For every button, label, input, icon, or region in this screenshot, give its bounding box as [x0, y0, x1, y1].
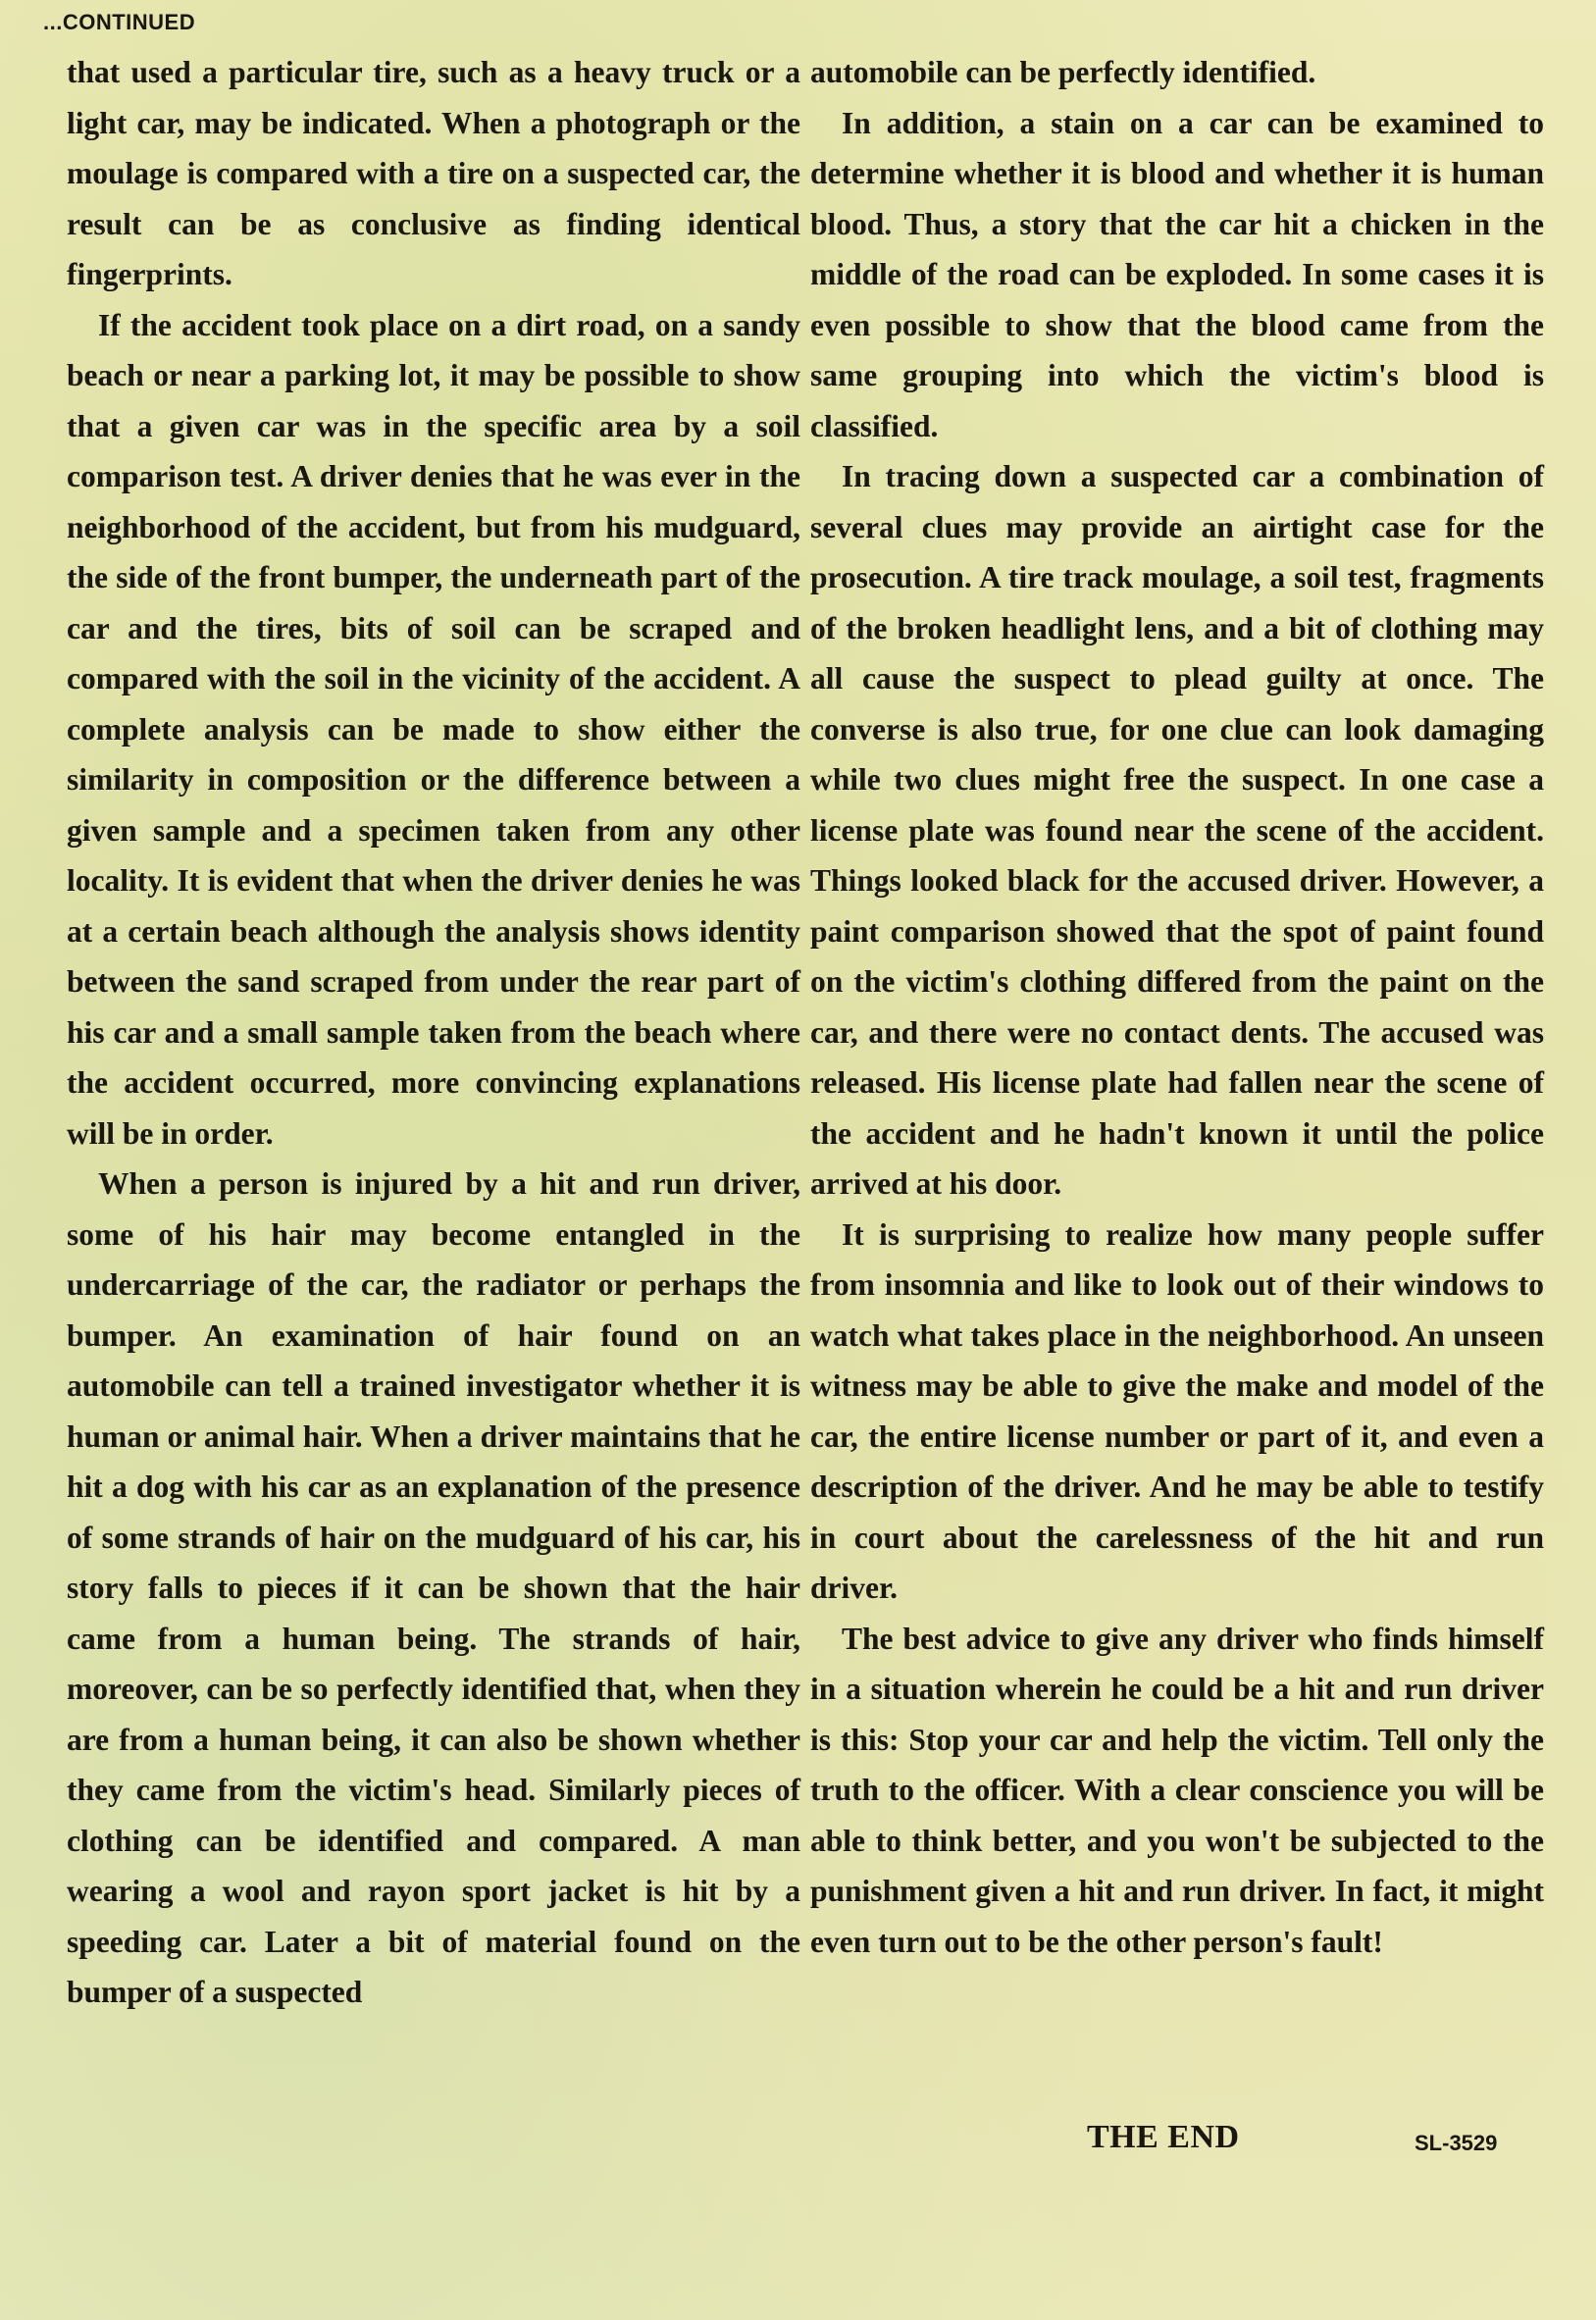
continued-label: ...CONTINUED — [43, 10, 196, 34]
paragraph: that used a particular tire, such as a heavy truck or a light car, may be indicated. When a photograph or the moulage is compared with a tire on a suspected car, the result can be as conclusive as finding identical fingerprints. — [67, 55, 800, 291]
paragraph: It is surprising to realize how many people suffer from insomnia and like to look out of their windows to watch what takes place in the neighborhood. An unseen witness may be able to give the make and model of the car, the entire license number or part of it, and even a description of the driver. And he may be able to testify in court about the carelessness of the hit and run driver. — [810, 1216, 1544, 1605]
paragraph: When a person is injured by a hit and run driver, some of his hair may become entangled in the undercarriage of the car, the radiator or perhaps the bumper. An examination of hair found on an automobile can tell a trained investigator whether it is human or animal hair. When a driver maintains that he hit a dog with his car as an explanation of the presence of some strands of hair on the mudguard of his car, his story falls to pieces if it can be shown that the hair came from a human being. The strands of hair, moreover, can be so perfectly identified that, when they are from a human being, it can also be shown whether they came from the victim's head. Similarly pieces of clothing can be identified and compared. A man wearing a wool and rayon sport jacket is hit by a speeding car. Later a bit of material found on the bumper of a suspected — [67, 1166, 800, 2009]
paragraph: In addition, a stain on a car can be examined to determine whether it is blood and whether it is human blood. Thus, a story that the car hit a chicken in the middle of the road can be exploded. In some cases it is even possible to show that the blood came from the same grouping into which the victim's blood is classified. — [810, 105, 1544, 443]
left-column — [67, 47, 800, 2018]
paragraph: In tracing down a suspected car a combination of several clues may provide an airtight case for the prosecution. A tire track moulage, a soil test, fragments of the broken headlight lens, and a bit of clothing may all cause the suspect to plead guilty at once. The converse is also true, for one clue can look damaging while two clues might free the suspect. In one case a license plate was found near the scene of the accident. Things looked black for the accused driver. However, a paint comparison showed that the spot of paint found on the victim's clothing differed from the paint on the car, and there were no contact dents. The accused was released. His license plate had fallen near the scene of the accident and he hadn't known it until the police arrived at his door. — [810, 459, 1544, 1201]
the-end-label: THE END — [1087, 2119, 1240, 2155]
paragraph: The best advice to give any driver who finds himself in a situation wherein he could be a hit and run driver is this: Stop your car and help the victim. Tell only the truth to the officer. With a clear conscience you will be able to think better, and you won't be subjected to the punishment given a hit and run driver. In fact, it might even turn out to be the other person's fault! — [810, 1621, 1544, 1959]
paragraph: If the accident took place on a dirt road, on a sandy beach or near a parking lot, it may be possible to show that a given car was in the specific area by a soil comparison test. A driver denies that he was ever in the neighborhood of the accident, but from his mudguard, the side of the front bumper, the underneath part of the car and the tires, bits of soil can be scraped and compared with the soil in the vicinity of the accident. A complete analysis can be made to show either the similarity in composition or the difference between a given sample and a specimen taken from any other locality. It is evident that when the driver denies he was at a certain beach although the analysis shows identity between the sand scraped from under the rear part of his car and a small sample taken from the beach where the accident occurred, more convincing explanations will be in order. — [67, 307, 800, 1151]
page-code: SL-3529 — [1415, 2131, 1498, 2155]
paragraph: automobile can be perfectly identified. — [810, 55, 1316, 89]
right-column — [810, 47, 1544, 1967]
